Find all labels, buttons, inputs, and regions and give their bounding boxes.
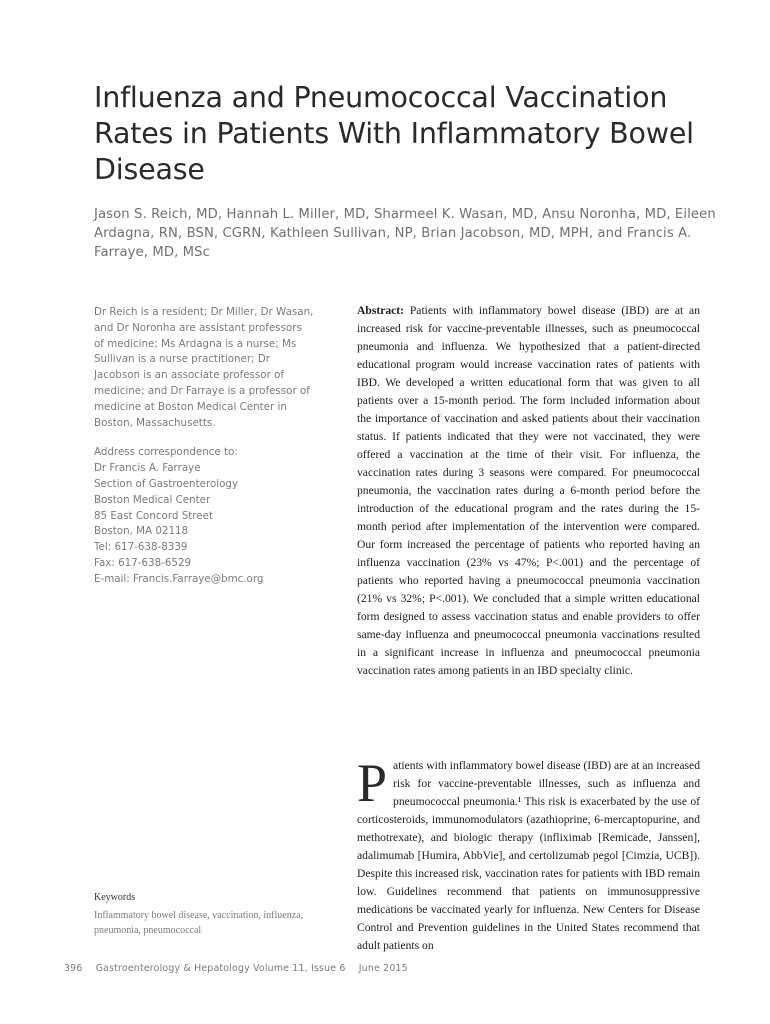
correspondence-email: E-mail: Francis.Farraye@bmc.org bbox=[94, 572, 264, 585]
abstract-text: Patients with inflammatory bowel disease (IBD) are at an increased risk for vaccine-preventable illnesses, such as pneumococcal pneumonia and influenza. We hypothesized that a patient-directed educational program would increase vaccination rates of patients with IBD. We developed a written educational form that was given to all patients over a 15-month period. The form included information about the importance of vaccination and asked patients about their vaccination status. If patients indicated that they were not vaccinated, they were offered a vaccination at the time of their visit. For influenza, the vaccination rates during 3 seasons were compared. For pneumococcal pneumonia, the vaccination rates during a 6-month period before the introduction of the educational program and the rates during the 15-month period after implementation of the intervention were compared. Our form increased the percentage of patients who reported having an influenza vaccination (23% vs 47%; P<.001) and the percentage of patients who reported having a pneumococcal pneumonia vaccination (21% vs 32%; P<.001). We concluded that a simple written educational form designed to assess vaccination status and enable providers to offer same-day influenza and pneumococcal pneumonia vaccinations resulted in a significant increase in influenza and pneumococcal pneumonia vaccination rates among patients in an IBD specialty clinic. bbox=[357, 304, 700, 677]
body-text bbox=[357, 753, 700, 952]
correspondence-heading: Address correspondence to: bbox=[94, 446, 238, 459]
correspondence-phone: Tel: 617-638-8339 bbox=[94, 541, 188, 554]
abstract-label: Abstract: bbox=[357, 304, 405, 317]
journal-date: June 2015 bbox=[358, 963, 408, 974]
correspondence-institution: Boston Medical Center bbox=[94, 493, 211, 506]
abstract bbox=[357, 302, 700, 680]
affiliations: Dr Reich is a resident; Dr Miller, Dr Wasan, and Dr Noronha are assistant professors of medicine; Ms Ardagna is a nurse; Ms Sullivan is a nurse practitioner; Dr Jacobson is an associate professor of medicine; and Dr Farraye is a professor of medicine at Boston Medical Center in Boston, Massachusetts. bbox=[94, 306, 314, 429]
page-footer bbox=[64, 963, 704, 974]
author-info-sidebar bbox=[94, 305, 314, 588]
page-number: 396 bbox=[64, 963, 83, 974]
drop-cap: P bbox=[357, 753, 388, 813]
correspondence-city: Boston, MA 02118 bbox=[94, 525, 189, 538]
journal-volume: Volume 11, Issue 6 bbox=[253, 963, 346, 974]
journal-name: Gastroenterology & Hepatology bbox=[95, 963, 250, 974]
correspondence-street: 85 East Concord Street bbox=[94, 509, 213, 522]
keywords-label: Keywords bbox=[94, 892, 136, 903]
body-paragraph: atients with inflammatory bowel disease (IBD) are at an increased risk for vaccine-preventable illnesses, such as influenza and pneumococcal pneumonia.¹ This risk is exacerbated by the use of corticosteroids, immunomodulators (azathioprine, 6-mercaptopurine, and methotrexate), and biologic therapy (infliximab [Remicade, Janssen], adalimumab [Humira, AbbVie], and certolizumab pegol [Cimzia, UCB]). Despite this increased risk, vaccination rates for patients with IBD remain low. Guidelines recommend that patients on immunosuppressive medications be vaccinated yearly for influenza. New Centers for Disease Control and Prevention guidelines in the United States recommend that adult patients on bbox=[357, 759, 700, 952]
correspondence-fax: Fax: 617-638-6529 bbox=[94, 556, 192, 569]
correspondence-name: Dr Francis A. Farraye bbox=[94, 462, 201, 475]
keywords-list: Inflammatory bowel disease, vaccination, influenza, pneumonia, pneumococcal bbox=[94, 910, 304, 936]
correspondence-address bbox=[94, 445, 314, 587]
correspondence-section: Section of Gastroenterology bbox=[94, 477, 239, 490]
author-list: Jason S. Reich, MD, Hannah L. Miller, MD, Sharmeel K. Wasan, MD, Ansu Noronha, MD, Eileen Ardagna, RN, BSN, CGRN, Kathleen Sullivan, NP, Brian Jacobson, MD, MPH, and Francis A. Farraye, MD, MSc bbox=[94, 207, 716, 260]
keywords-block bbox=[94, 890, 324, 938]
article-title: Influenza and Pneumococcal Vaccination Rates in Patients With Inflammatory Bowel Disease bbox=[94, 81, 694, 186]
